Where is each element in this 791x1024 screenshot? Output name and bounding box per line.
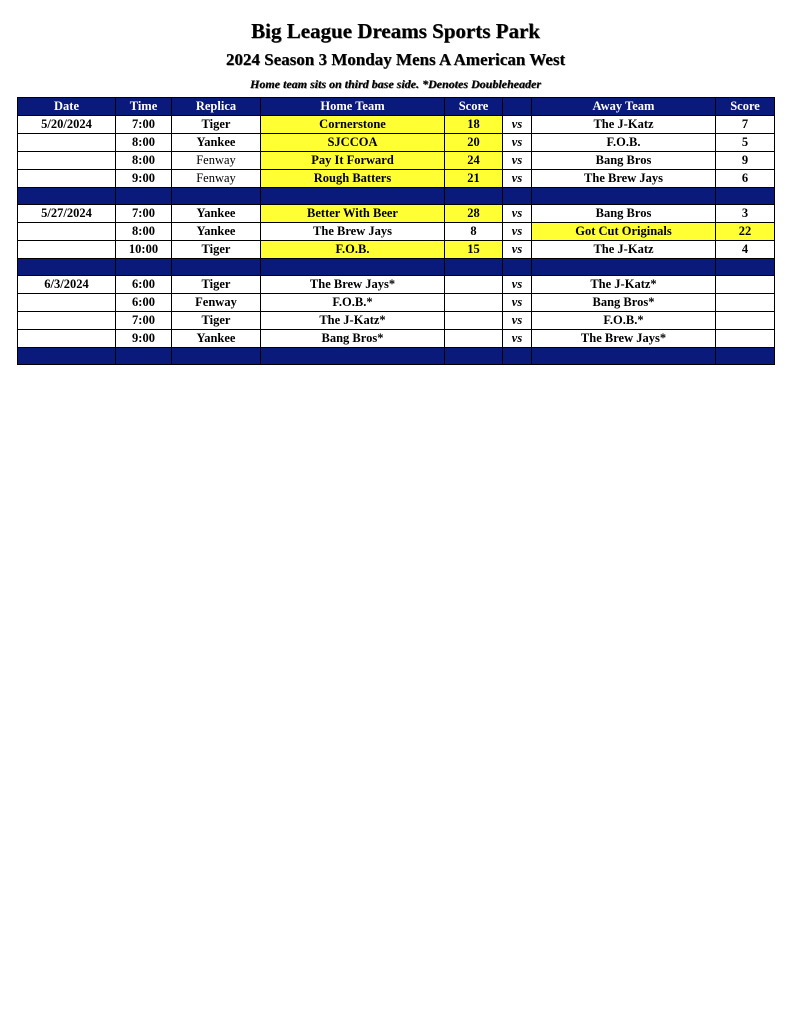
page-title: Big League Dreams Sports Park	[251, 19, 540, 43]
home-score	[445, 276, 503, 294]
separator-cell	[116, 259, 172, 276]
home-score: 15	[445, 241, 503, 259]
schedule-note: Home team sits on third base side. *Denotes Doubleheader	[250, 77, 541, 91]
game-replica: Fenway	[172, 170, 261, 188]
separator-cell	[116, 348, 172, 365]
away-score	[716, 330, 775, 348]
home-score: 24	[445, 152, 503, 170]
game-row	[18, 330, 775, 348]
away-team: The J-Katz*	[532, 276, 716, 294]
game-replica: Tiger	[172, 241, 261, 259]
game-row	[18, 170, 775, 188]
home-team: Bang Bros*	[261, 330, 445, 348]
schedule-table	[17, 97, 775, 365]
game-row	[18, 312, 775, 330]
home-team: The J-Katz*	[261, 312, 445, 330]
home-team: Cornerstone	[261, 116, 445, 134]
game-date: 5/27/2024	[18, 205, 116, 223]
game-row	[18, 205, 775, 223]
separator-cell	[445, 259, 503, 276]
separator-cell	[503, 348, 532, 365]
game-replica: Yankee	[172, 330, 261, 348]
home-score: 8	[445, 223, 503, 241]
game-date	[18, 152, 116, 170]
home-team: SJCCOA	[261, 134, 445, 152]
away-score	[716, 312, 775, 330]
game-date	[18, 312, 116, 330]
game-time: 6:00	[116, 294, 172, 312]
away-team: F.O.B.*	[532, 312, 716, 330]
league-subtitle: 2024 Season 3 Monday Mens A American West	[225, 50, 566, 69]
game-date	[18, 330, 116, 348]
game-replica: Fenway	[172, 152, 261, 170]
vs-label: vs	[503, 205, 532, 223]
separator-cell	[445, 348, 503, 365]
away-team: The Brew Jays*	[532, 330, 716, 348]
vs-label: vs	[503, 152, 532, 170]
separator-cell	[172, 188, 261, 205]
game-time: 7:00	[116, 205, 172, 223]
col-away-team: Away Team	[532, 98, 716, 116]
vs-label: vs	[503, 223, 532, 241]
separator-cell	[261, 188, 445, 205]
separator-cell	[532, 259, 716, 276]
separator-cell	[172, 348, 261, 365]
vs-label: vs	[503, 134, 532, 152]
separator-cell	[716, 348, 775, 365]
away-team: The J-Katz	[532, 241, 716, 259]
schedule-body	[18, 116, 775, 365]
home-score: 21	[445, 170, 503, 188]
col-date: Date	[18, 98, 116, 116]
col-home-team: Home Team	[261, 98, 445, 116]
col-vs	[503, 98, 532, 116]
home-team: Rough Batters	[261, 170, 445, 188]
game-replica: Tiger	[172, 276, 261, 294]
game-time: 9:00	[116, 170, 172, 188]
game-date	[18, 294, 116, 312]
separator-cell	[532, 348, 716, 365]
separator-cell	[116, 188, 172, 205]
separator-cell	[716, 259, 775, 276]
week-separator	[18, 348, 775, 365]
game-time: 10:00	[116, 241, 172, 259]
game-time: 7:00	[116, 312, 172, 330]
game-replica: Yankee	[172, 134, 261, 152]
away-score: 3	[716, 205, 775, 223]
separator-cell	[18, 348, 116, 365]
vs-label: vs	[503, 170, 532, 188]
separator-cell	[445, 188, 503, 205]
separator-cell	[532, 188, 716, 205]
game-row	[18, 152, 775, 170]
vs-label: vs	[503, 312, 532, 330]
game-time: 8:00	[116, 223, 172, 241]
away-team: The J-Katz	[532, 116, 716, 134]
separator-cell	[503, 259, 532, 276]
game-row	[18, 276, 775, 294]
week-separator	[18, 188, 775, 205]
home-team: The Brew Jays*	[261, 276, 445, 294]
game-replica: Tiger	[172, 116, 261, 134]
away-team: Bang Bros	[532, 205, 716, 223]
away-team: F.O.B.	[532, 134, 716, 152]
game-time: 8:00	[116, 152, 172, 170]
home-score	[445, 312, 503, 330]
game-row	[18, 223, 775, 241]
header-row	[18, 98, 775, 116]
home-score: 20	[445, 134, 503, 152]
home-score	[445, 294, 503, 312]
game-row	[18, 116, 775, 134]
vs-label: vs	[503, 294, 532, 312]
game-replica: Fenway	[172, 294, 261, 312]
home-team: Better With Beer	[261, 205, 445, 223]
vs-label: vs	[503, 330, 532, 348]
away-score: 6	[716, 170, 775, 188]
game-date	[18, 223, 116, 241]
away-team: The Brew Jays	[532, 170, 716, 188]
col-home-score: Score	[445, 98, 503, 116]
away-team: Bang Bros	[532, 152, 716, 170]
separator-cell	[503, 188, 532, 205]
week-separator	[18, 259, 775, 276]
col-away-score: Score	[716, 98, 775, 116]
away-score: 5	[716, 134, 775, 152]
game-date	[18, 241, 116, 259]
game-date	[18, 170, 116, 188]
home-score: 28	[445, 205, 503, 223]
col-time: Time	[116, 98, 172, 116]
game-row	[18, 134, 775, 152]
home-score	[445, 330, 503, 348]
game-date: 6/3/2024	[18, 276, 116, 294]
away-team: Bang Bros*	[532, 294, 716, 312]
home-team: The Brew Jays	[261, 223, 445, 241]
col-replica: Replica	[172, 98, 261, 116]
game-date	[18, 134, 116, 152]
away-score: 9	[716, 152, 775, 170]
separator-cell	[261, 348, 445, 365]
vs-label: vs	[503, 116, 532, 134]
away-score	[716, 276, 775, 294]
game-time: 6:00	[116, 276, 172, 294]
home-team: Pay It Forward	[261, 152, 445, 170]
separator-cell	[18, 188, 116, 205]
home-team: F.O.B.	[261, 241, 445, 259]
game-time: 8:00	[116, 134, 172, 152]
home-score: 18	[445, 116, 503, 134]
game-time: 7:00	[116, 116, 172, 134]
game-replica: Yankee	[172, 205, 261, 223]
away-score: 22	[716, 223, 775, 241]
separator-cell	[261, 259, 445, 276]
away-score: 4	[716, 241, 775, 259]
away-team: Got Cut Originals	[532, 223, 716, 241]
game-replica: Yankee	[172, 223, 261, 241]
separator-cell	[172, 259, 261, 276]
game-row	[18, 241, 775, 259]
game-time: 9:00	[116, 330, 172, 348]
separator-cell	[18, 259, 116, 276]
separator-cell	[716, 188, 775, 205]
away-score	[716, 294, 775, 312]
vs-label: vs	[503, 276, 532, 294]
game-row	[18, 294, 775, 312]
game-replica: Tiger	[172, 312, 261, 330]
game-date: 5/20/2024	[18, 116, 116, 134]
away-score: 7	[716, 116, 775, 134]
home-team: F.O.B.*	[261, 294, 445, 312]
vs-label: vs	[503, 241, 532, 259]
